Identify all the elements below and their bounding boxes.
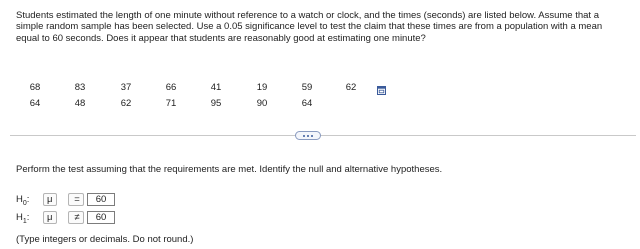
data-table [0,76,640,116]
more-dot-icon [307,135,309,137]
data-cell: 64 [29,98,41,109]
data-cell: 83 [74,82,86,93]
data-cell: 59 [301,82,313,93]
more-dot-icon [311,135,313,137]
more-dot-icon [303,135,305,137]
data-cell: 19 [256,82,268,93]
input-format-note: (Type integers or decimals. Do not round.) [16,234,194,245]
instruction-text: Perform the test assuming that the requirements are met. Identify the null and alternative hypotheses. [16,164,443,175]
null-hypothesis-value-input[interactable]: 60 [87,193,115,206]
data-cell: 64 [301,98,313,109]
parameter-symbol: μ [47,212,53,223]
more-options-button[interactable] [295,131,321,140]
data-cell: 90 [256,98,268,109]
data-cell: 41 [210,82,222,93]
alternative-hypothesis-label: $H_1$: [16,212,30,225]
copy-data-icon[interactable] [377,82,386,91]
data-cell: 62 [345,82,357,93]
data-cell: 66 [165,82,177,93]
operator-symbol: ≠ [74,212,80,223]
alternative-hypothesis-value-input[interactable]: 60 [87,211,115,224]
data-cell: 68 [29,82,41,93]
operator-symbol: = [74,194,80,205]
alternative-hypothesis-row [16,211,136,225]
data-cell: 62 [120,98,132,109]
null-hypothesis-row [16,193,136,207]
parameter-symbol: μ [47,194,53,205]
data-cell: 48 [74,98,86,109]
data-cell: 95 [210,98,222,109]
null-hypothesis-label: $H_0$: [16,194,30,207]
data-cell: 71 [165,98,177,109]
data-cell: 37 [120,82,132,93]
section-divider [10,135,636,136]
problem-statement: Students estimated the length of one minute without reference to a watch or clock, and the times (seconds) are listed below. Assume that a simple random sample has been selected. Use a 0.05 significance level to test the claim that these times are from a population with a mean equal to 60 seconds. Does it appear that students are reasonably good at estimating one minute? [16,10,603,44]
